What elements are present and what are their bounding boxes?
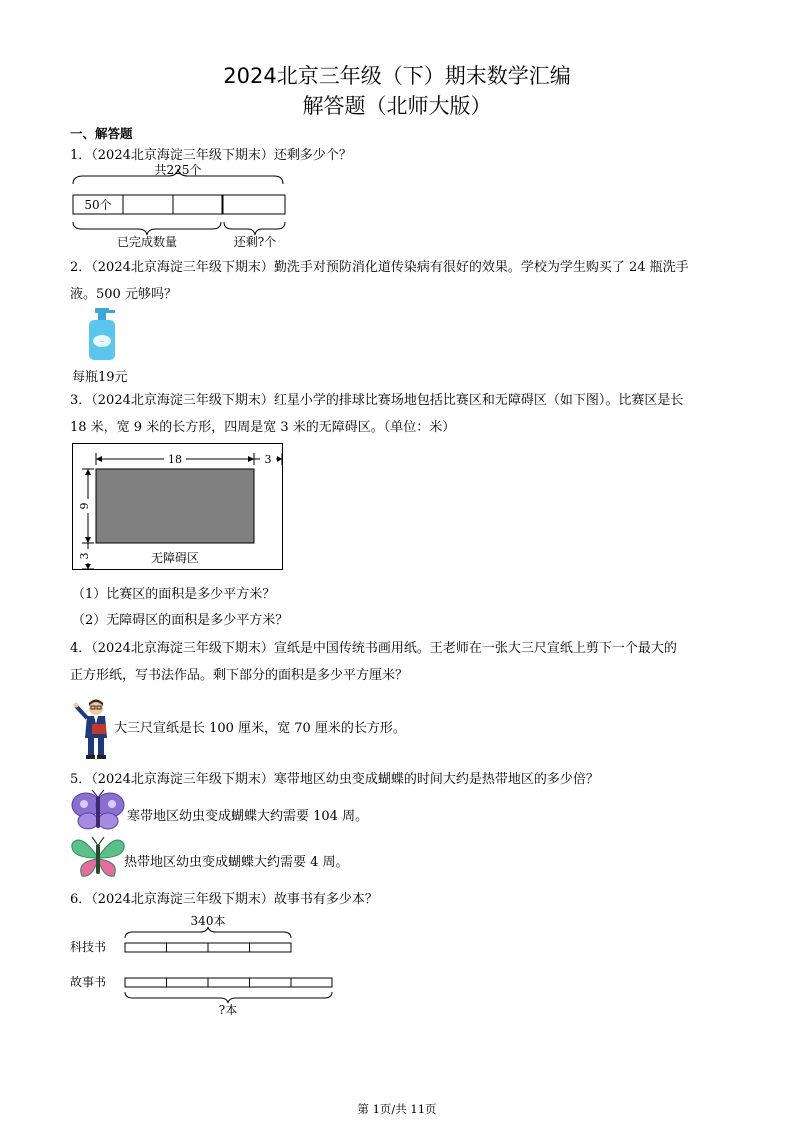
green-butterfly-icon <box>70 836 126 880</box>
q1-left-label: 还剩?个 <box>233 235 277 249</box>
question-3-line-1: 3．（2024北京海淀三年级下期末）红星小学的排球比赛场地包括比赛区和无障碍区（如下图）。比赛区是长 <box>70 393 684 408</box>
question-3-sub-1: （1）比赛区的面积是多少平方米？ <box>72 587 276 602</box>
document-subtitle: 解答题（北师大版） <box>302 94 492 118</box>
question-2-line-1: 2．（2024北京海淀三年级下期末）勤洗手对预防消化道传染病有很好的效果。学校为学生购买了 24 瓶洗手 <box>70 260 689 275</box>
document-title: 2024北京三年级（下）期末数学汇编 <box>223 64 571 88</box>
teacher-icon <box>72 698 116 760</box>
question-4-line-2: 正方形纸，写书法作品。剩下部分的面积是多少平方厘米？ <box>70 668 409 683</box>
q2-price-caption: 每瓶19元 <box>72 370 128 385</box>
q5-cold-note: 寒带地区幼虫变成蝴蝶大约需要 104 周。 <box>127 809 369 824</box>
q1-segment-label: 50个 <box>84 198 112 212</box>
q1-segment-diagram <box>68 164 293 248</box>
question-3-sub-2: （2）无障碍区的面积是多少平方米？ <box>72 613 289 628</box>
q6-total-label: 340本 <box>190 914 226 928</box>
purple-butterfly-icon <box>70 790 126 832</box>
q3-dim-length: 18 <box>168 453 182 466</box>
q4-paper-note: 大三尺宣纸是长 100 厘米，宽 70 厘米的长方形。 <box>114 721 406 736</box>
q6-segment-diagram <box>70 910 340 1018</box>
question-4-line-1: 4．（2024北京海淀三年级下期末）宣纸是中国传统书画用纸。王老师在一张大三尺宣纸上剪下一个最大的 <box>70 641 677 656</box>
page-footer: 第 1页/共 11页 <box>357 1102 437 1116</box>
question-2-line-2: 液。500 元够吗？ <box>70 287 177 302</box>
q3-dim-margin-bottom: 3 <box>78 552 91 560</box>
question-6-text: 6．（2024北京海淀三年级下期末）故事书有多少本？ <box>70 892 378 907</box>
q6-row1-label: 科技书 <box>70 940 107 954</box>
q6-unknown-label: ?本 <box>218 1003 238 1017</box>
q1-total-label: 共225个 <box>154 163 202 177</box>
q3-court-diagram <box>72 443 284 571</box>
question-5-text: 5．（2024北京海淀三年级下期末）寒带地区幼虫变成蝴蝶的时间大约是热带地区的多少倍？ <box>70 772 599 787</box>
soap-bottle-icon <box>85 308 121 362</box>
svg-text:~: ~ <box>99 339 105 345</box>
q6-row2-label: 故事书 <box>70 975 107 989</box>
question-1-text: 1．（2024北京海淀三年级下期末）还剩多少个？ <box>70 148 352 163</box>
q3-zone-label: 无障碍区 <box>150 551 200 565</box>
question-3-line-2: 18 米，宽 9 米的长方形，四周是宽 3 米的无障碍区。（单位：米） <box>70 420 456 435</box>
q1-done-label: 已完成数量 <box>116 235 178 249</box>
section-heading: 一、解答题 <box>70 126 133 141</box>
q5-hot-note: 热带地区幼虫变成蝴蝶大约需要 4 周。 <box>124 855 349 870</box>
q3-dim-width: 9 <box>78 502 91 510</box>
q3-dim-margin-right: 3 <box>264 453 272 466</box>
